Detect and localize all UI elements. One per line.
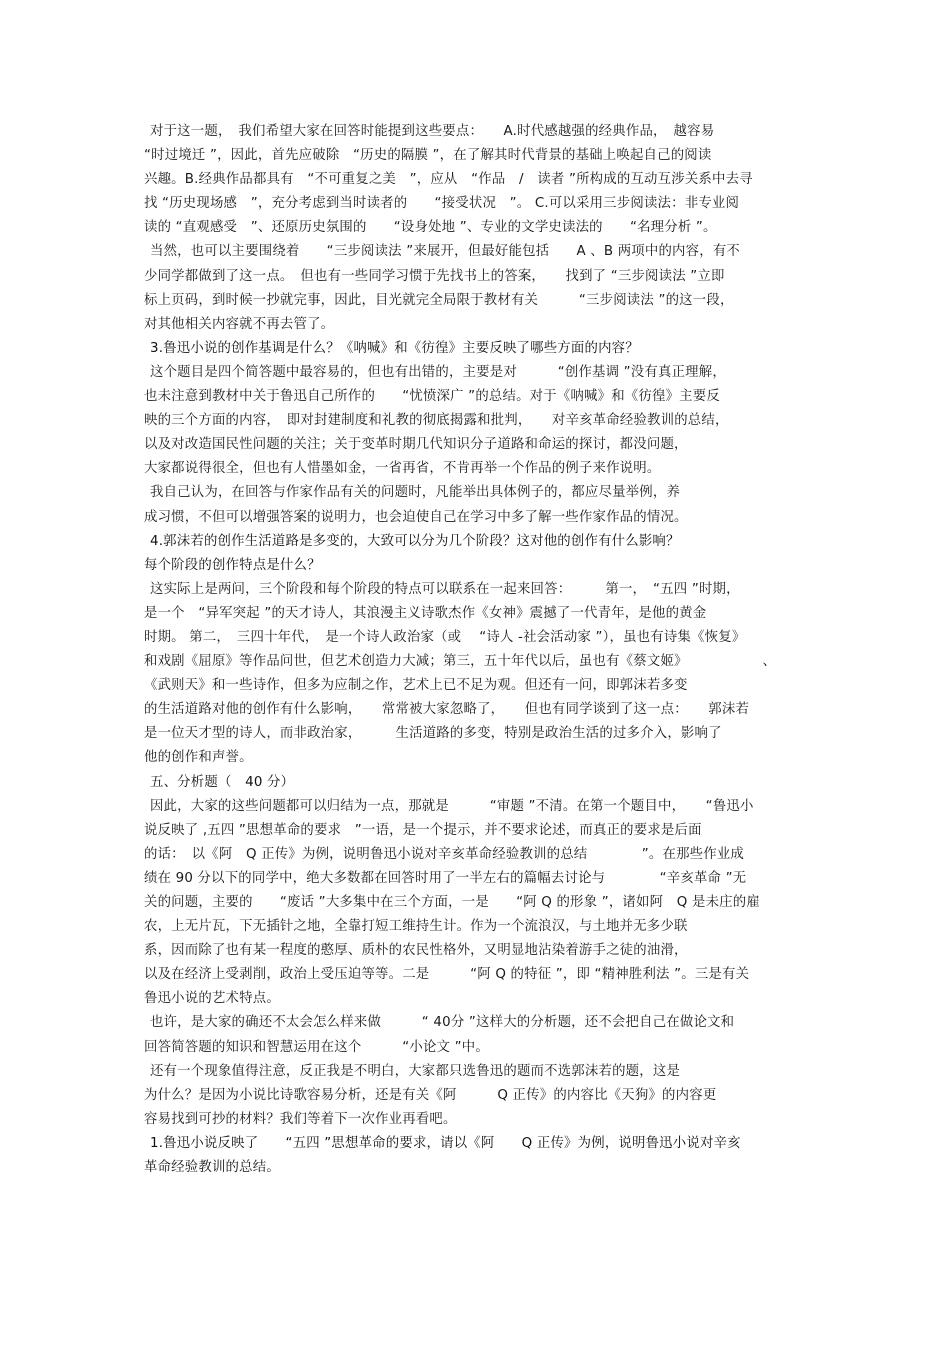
text-line: 关的问题，主要的 “废话 ”大多集中在三个方面，一是 “阿 Q 的形象 ”，诸如阿 Q 是未庄的雇 — [144, 895, 760, 910]
text-line: 大家都说得很全，但也有人惜墨如金，一省再省，不肯再举一个作品的例子来作说明。 — [144, 461, 661, 477]
question-heading: 4.郭沫若的创作生活道路是多变的，大致可以分为几个阶段？这对他的创作有什么影响？ — [150, 533, 680, 549]
text-line: 映的三个方面的内容， 即对封建制度和礼教的彻底揭露和批判， 对辛亥革命经验教训的总结， — [144, 413, 729, 429]
text-line: 标上页码，到时候一抄就完事，因此，目光就完全局限于教材有关 “三步阅读法 ”的这一段， — [144, 292, 734, 308]
text-line: 对于这一题， 我们希望大家在回答时能提到这些要点： A.时代感越强的经典作品， 越容易 — [150, 124, 715, 139]
text-line: 也许，是大家的确还不太会怎么样来做 “ 40分 ”这样大的分析题，还不会把自己在做论文和 — [150, 1015, 735, 1031]
question-heading: 1.鲁迅小说反映了 “五四 ”思想革命的要求，请以《阿 Q 正传》为例，说明鲁迅小说对辛亥 — [150, 1135, 741, 1151]
text-line: 绩在 90 分以下的同学中，绝大多数都在回答时用了一半左右的篇幅去讨论与 “辛亥革命 ”无 — [144, 870, 747, 886]
text-line: 系，因而除了也有某一程度的憨厚、质朴的农民性格外，又明显地沾染着游手之徒的油滑， — [144, 943, 688, 959]
text-line: 这实际上是两问，三个阶段和每个阶段的特点可以联系在一起来回答： 第一， “五四 ”时期， — [150, 581, 740, 597]
text-line: 少同学都做到了这一点。 但也有一些同学习惯于先找书上的答案， 找到了 “三步阅读法 ”立即 — [144, 268, 725, 284]
text-line: 找 “历史现场感 ”，充分考虑到当时读者的 “接受状况 ”。 C.可以采用三步阅读法：非专业阅 — [144, 196, 740, 212]
question-heading: 每个阶段的创作特点是什么？ — [144, 557, 321, 573]
text-line: 因此，大家的这些问题都可以归结为一点，那就是 “审题 ”不清。在第一个题目中， “鲁迅小 — [150, 798, 754, 814]
text-line: 是一位天才型的诗人，而非政治家， 生活道路的多变，特别是政治生活的过多介入，影响了 — [144, 726, 722, 742]
section-heading: 五、分析题（ 40 分） — [150, 774, 295, 790]
text-line: 说反映了 ,五四 ”思想革命的要求 ”一语，是一个提示，并不要求论述，而真正的要求是后面 — [144, 822, 702, 838]
document-body — [144, 120, 809, 1180]
text-line: 为什么？是因为小说比诗歌容易分析，还是有关《阿 Q 正传》的内容比《天狗》的内容更 — [144, 1087, 717, 1103]
text-line: 对其他相关内容就不再去管了。 — [144, 316, 335, 332]
text-line: 也未注意到教材中关于鲁迅自己所作的 “忧愤深广 ”的总结。对于《呐喊》和《彷徨》主要反 — [144, 389, 720, 405]
text-line: 《武则天》和一些诗作，但多为应制之作，艺术上已不足为观。但还有一问，即郭沫若多变 — [144, 678, 688, 694]
text-line: 成习惯，不但可以增强答案的说明力，也会迫使自己在学习中多了解一些作家作品的情况。 — [144, 509, 688, 525]
text-line: 的生活道路对他的创作有什么影响， 常常被大家忽略了， 但也有同学谈到了这一点： 郭沫若 — [144, 702, 750, 718]
text-line: 兴趣。B.经典作品都具有 “不可重复之美 ”，应从 “作品 / 读者 ”所构成的互动互涉关系中去寻 — [144, 172, 753, 188]
text-line: 农，上无片瓦，下无插针之地，全靠打短工维持生计。作为一个流浪汉，与土地并无多少联 — [144, 919, 688, 935]
text-line: “时过境迁 ”，因此，首先应破除 “历史的隔膜 ”，在了解其时代背景的基础上唤起自己的阅读 — [144, 148, 712, 164]
question-heading: 3.鲁迅小说的创作基调是什么？《呐喊》和《彷徨》主要反映了哪些方面的内容？ — [150, 340, 639, 356]
text-line: 的话： 以《阿 Q 正传》为例，说明鲁迅小说对辛亥革命经验教训的总结 ”。在那些作业成 — [144, 846, 745, 862]
text-line: 以及对改造国民性问题的关注；关于变革时期几代知识分子道路和命运的探讨，都没问题， — [144, 437, 688, 453]
text-line: 容易找到可抄的材料？我们等着下一次作业再看吧。 — [144, 1111, 457, 1127]
text-line: 还有一个现象值得注意，反正我是不明白，大家都只选鲁迅的题而不选郭沫若的题，这是 — [150, 1063, 681, 1079]
text-line: 这个题目是四个简答题中最容易的，但也有出错的，主要是对 “创作基调 ”没有真正理解， — [150, 364, 726, 380]
text-line: 他的创作和声誉。 — [144, 750, 253, 766]
text-line: 读的 “直观感受 ”、还原历史氛围的 “设身处地 ”、专业的文学史读法的 “名理分析 ”。 — [144, 220, 717, 236]
text-line: 鲁迅小说的艺术特点。 — [144, 991, 280, 1007]
text-line: 回答简答题的知识和智慧运用在这个 “小论文 ”中。 — [144, 1039, 489, 1055]
text-line: 当然，也可以主要围绕着 “三步阅读法 ”来展开，但最好能包括 A 、B 两项中的内容，有不 — [150, 244, 741, 260]
question-heading: 革命经验教训的总结。 — [144, 1160, 280, 1176]
text-line: 我自己认为，在回答与作家作品有关的问题时，凡能举出具体例子的，都应尽量举例，养 — [150, 485, 681, 501]
text-line: 是一个 “异军突起 ”的天才诗人，其浪漫主义诗歌杰作《女神》震撼了一代青年，是他的黄金 — [144, 605, 707, 621]
text-line: 和戏剧《屈原》等作品问世，但艺术创造力大减；第三，五十年代以后，虽也有《蔡文姬》 、 — [144, 654, 777, 670]
text-line: 以及在经济上受剥削，政治上受压迫等等。二是 “阿 Q 的特征 ”，即 “精神胜利法 ”。三是有关 — [144, 967, 750, 983]
text-line: 时期。 第二， 三四十年代， 是一个诗人政治家（或 “诗人 -社会活动家 ”），虽也有诗集《恢复》 — [144, 629, 746, 645]
